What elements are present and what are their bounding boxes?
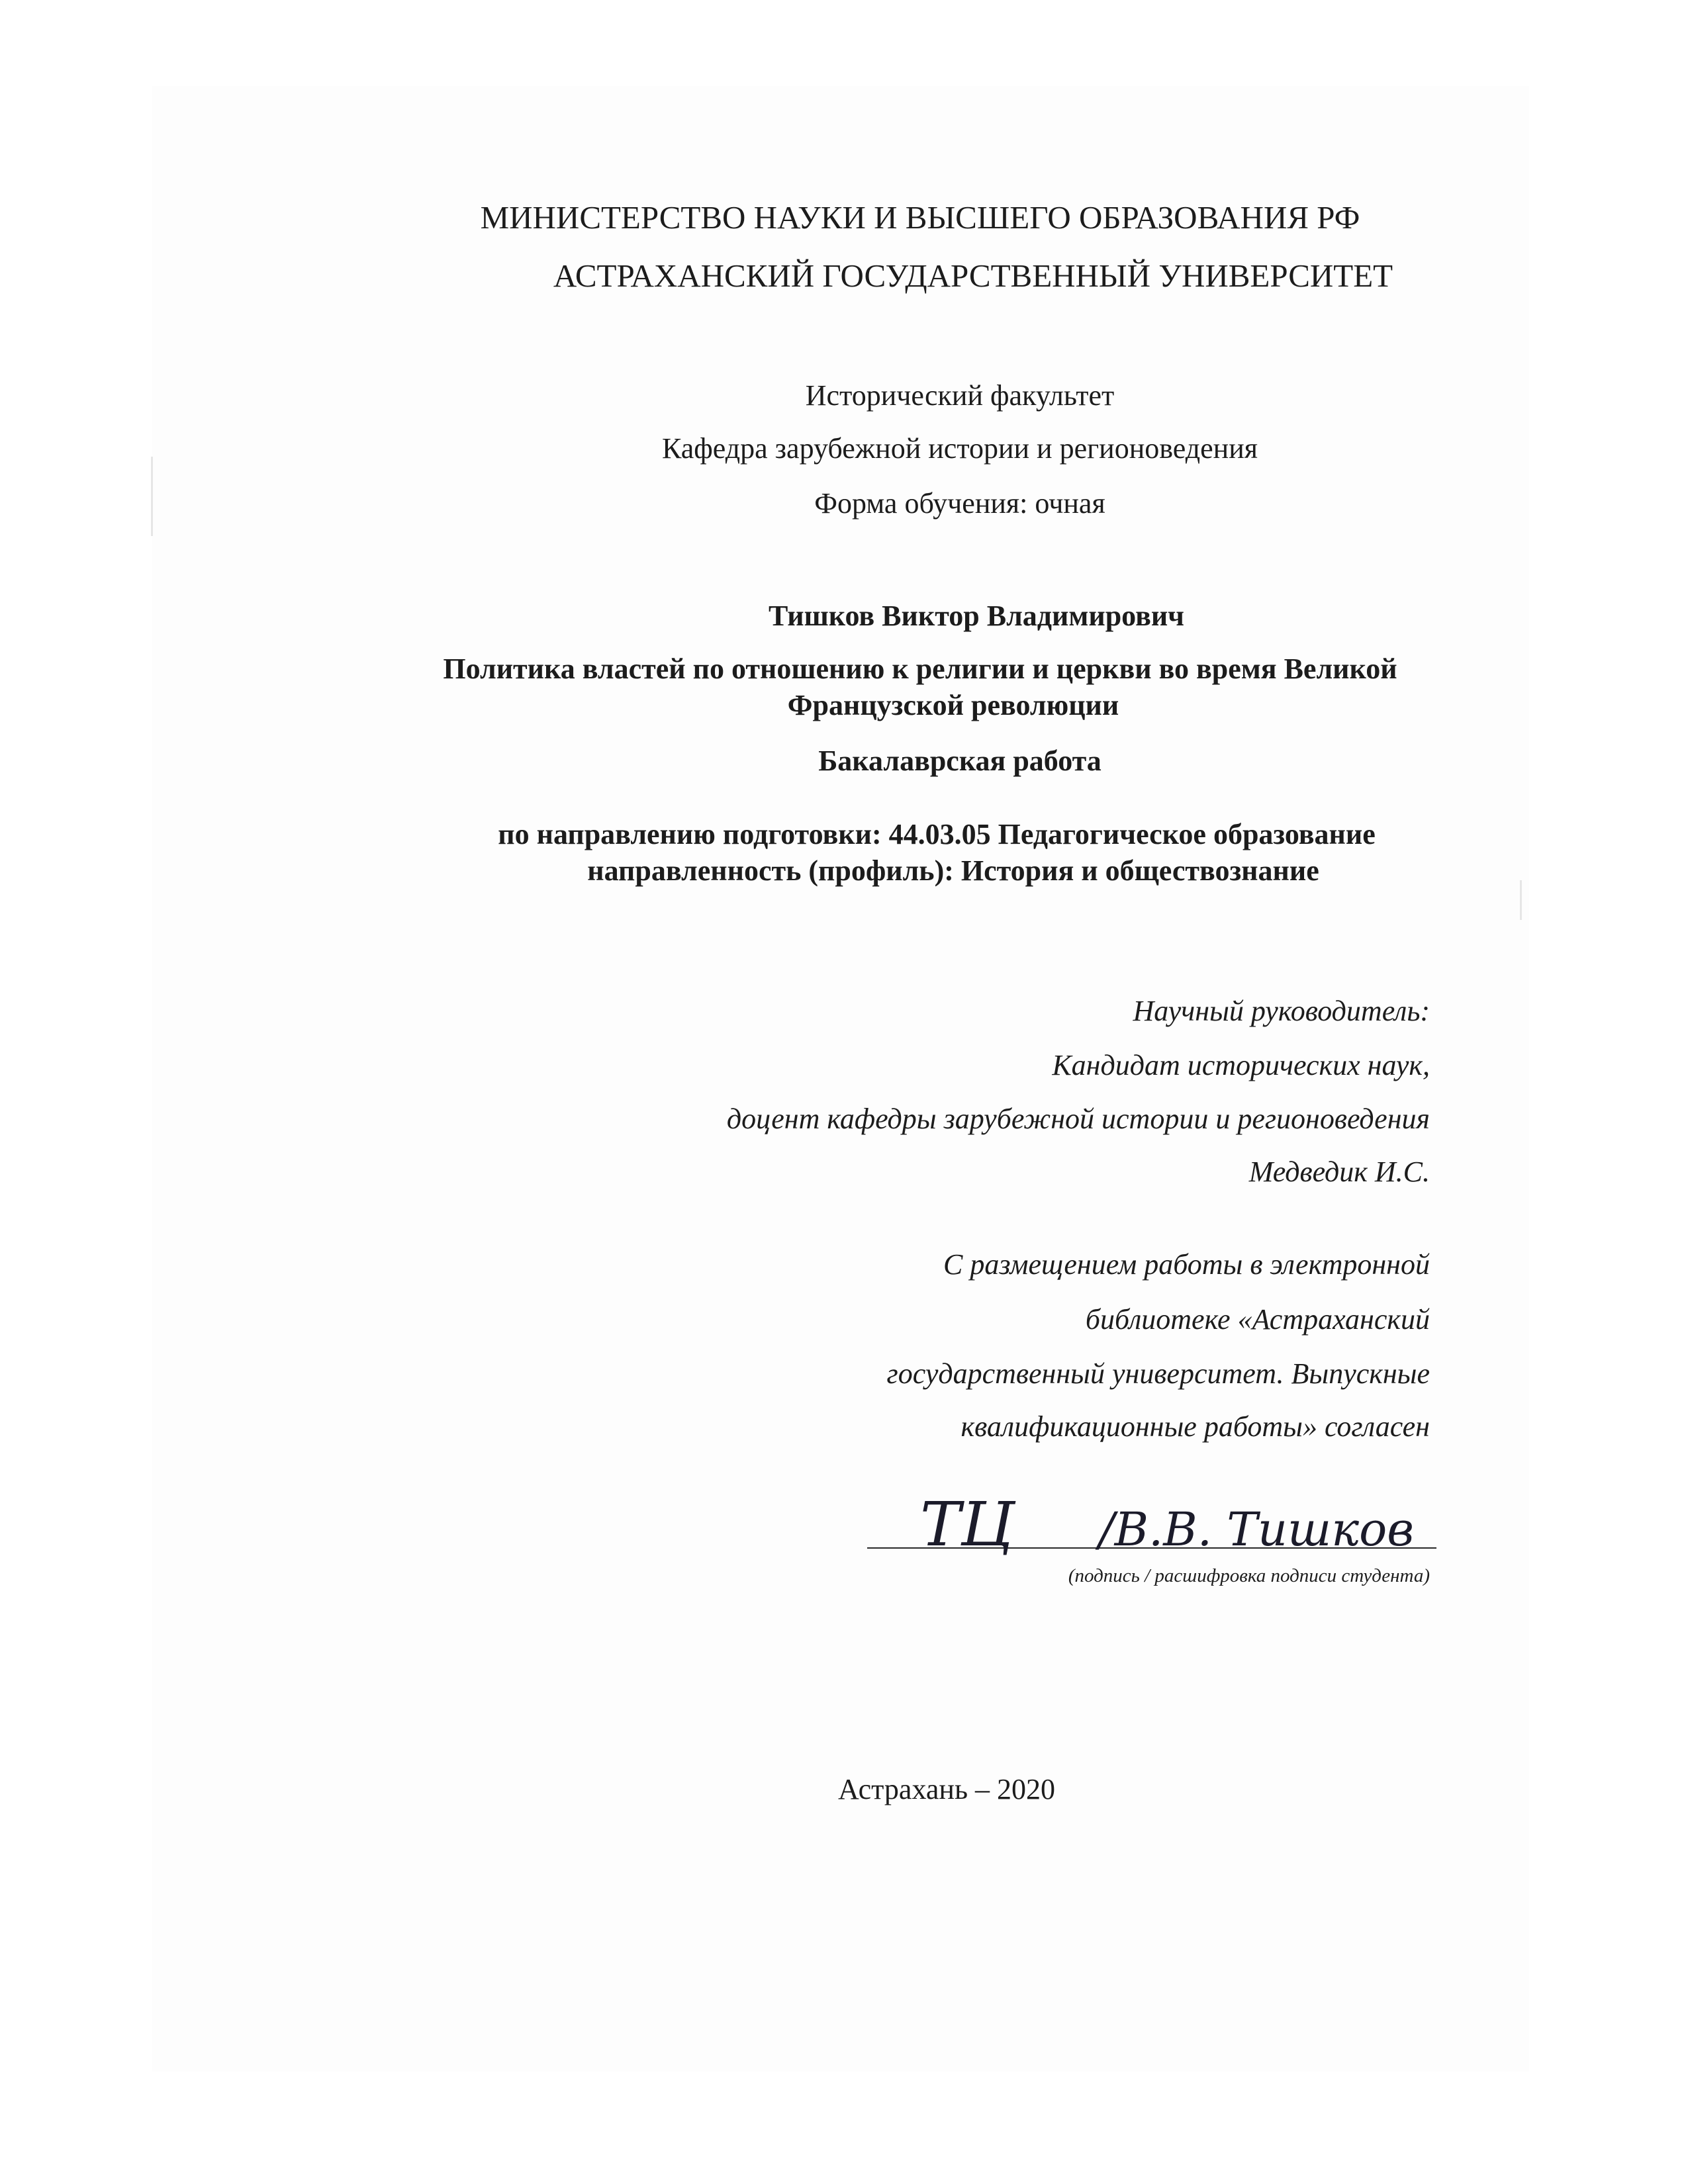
handwritten-signature: ТЦ [920,1489,1014,1560]
consent-line-1: С размещением работы в электронной [943,1248,1430,1281]
supervisor-label: Научный руководитель: [1133,995,1430,1027]
study-direction: по направлению подготовки: 44.03.05 Педагогическое образование [498,818,1376,850]
department-name: Кафедра зарубежной истории и регионоведения [661,432,1258,465]
faculty-name: Исторический факультет [805,379,1115,412]
study-form: Форма обучения: очная [814,487,1105,520]
scan-edge-mark-left [151,457,153,536]
handwritten-name: /В.В. Тишков [1099,1502,1414,1557]
consent-line-2: библиотеке «Астраханский [1085,1303,1430,1336]
supervisor-name: Медведик И.С. [1248,1156,1430,1188]
supervisor-degree: Кандидат исторических наук, [1052,1049,1430,1081]
scan-edge-mark-right [1520,880,1522,920]
supervisor-position: доцент кафедры зарубежной истории и регионоведения [726,1103,1430,1135]
consent-line-3: государственный университет. Выпускные [886,1357,1430,1390]
work-type: Бакалаврская работа [818,745,1102,777]
thesis-title-line-2: Французской революции [787,689,1119,721]
university-heading: АСТРАХАНСКИЙ ГОСУДАРСТВЕННЫЙ УНИВЕРСИТЕТ [553,257,1393,294]
thesis-title-line-1: Политика властей по отношению к религии и церкви во время Великой [443,653,1397,685]
ministry-heading: МИНИСТЕРСТВО НАУКИ И ВЫСШЕГО ОБРАЗОВАНИЯ РФ [480,199,1360,236]
consent-line-4: квалификационные работы» согласен [961,1410,1430,1443]
city-year: Астрахань – 2020 [837,1773,1056,1805]
author-name: Тишков Виктор Владимирович [768,600,1184,632]
study-profile: направленность (профиль): История и обществознание [587,854,1319,887]
signature-caption: (подпись / расшифровка подписи студента) [1068,1565,1430,1586]
